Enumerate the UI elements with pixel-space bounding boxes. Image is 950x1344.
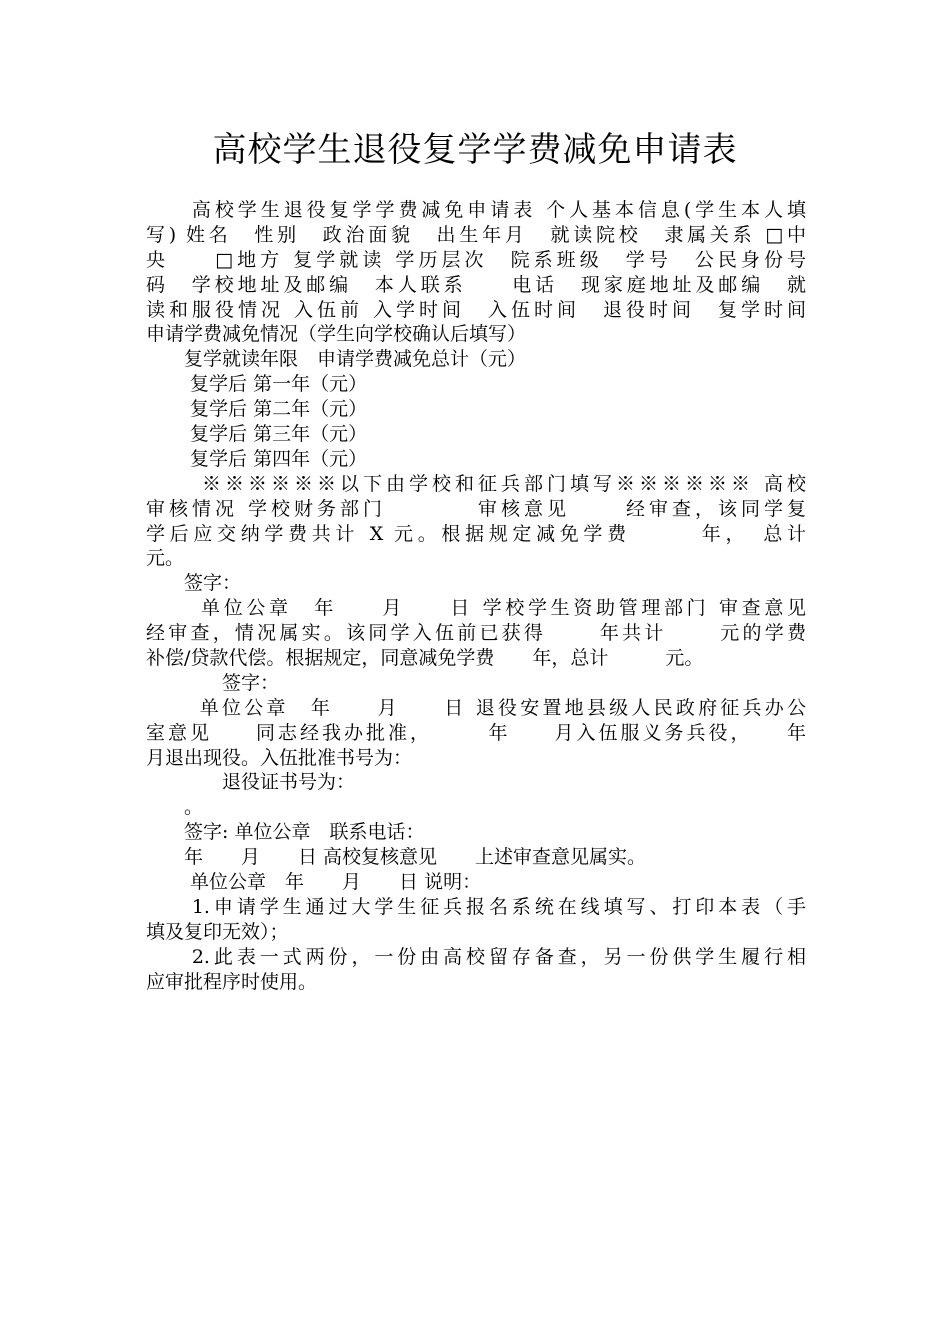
body-line: 签字: 单位公章 联系电话： [146, 821, 425, 844]
body-line: 。 [146, 796, 204, 819]
body-line: 审核情况 学校财务部门 审核意见 经审查，该同学复 [146, 497, 806, 520]
body-line: ※※※※※※以下由学校和征兵部门填写※※※※※※ 高校 [146, 472, 806, 495]
body-line: 单位公章 年 月 日 退役安置地县级人民政府征兵办公 [146, 696, 806, 719]
body-line: 复学后 第三年（元） [146, 423, 368, 446]
body-line: 退役证书号为： [146, 771, 356, 794]
body-line: 申请学费减免情况（学生向学校确认后填写） [146, 323, 527, 346]
body-line: 元。 [146, 547, 185, 570]
body-line: 补偿/贷款代偿。根据规定，同意减免学费 年，总计 元。 [146, 647, 704, 670]
body-line: 复学后 第二年（元） [146, 398, 368, 421]
body-line: 应审批程序时使用。 [146, 970, 318, 993]
body-line: 学后应交纳学费共计 X 元。根据规定减免学费 年， 总计 [146, 522, 806, 545]
body-line: 高校学生退役复学学费减免申请表 个人基本信息(学生本人填 [146, 199, 806, 221]
body-line: 单位公章 年 月 日 说明： [146, 871, 482, 894]
body-line: 复学后 第四年（元） [146, 447, 368, 470]
body-line: 室意见 同志经我办批准， 年 月入伍服义务兵役， 年 [146, 721, 806, 744]
document-body [146, 198, 806, 995]
document-title: 高校学生退役复学学费减免申请表 [212, 130, 738, 170]
body-line: 签字： [146, 572, 242, 595]
body-line: 单位公章 年 月 日 学校学生资助管理部门 审查意见 [146, 597, 806, 620]
body-line: 年 月 日 高校复核意见 上述审查意见属实。 [146, 846, 647, 869]
body-line: 经审查，情况属实。该同学入伍前已获得 年共计 元的学费 [146, 622, 806, 645]
body-line: 复学就读年限 申请学费减免总计（元） [146, 348, 527, 371]
body-line: 签字： [146, 671, 280, 694]
body-line: 读和服役情况 入伍前 入学时间 入伍时间 退役时间 复学时间 [146, 298, 806, 321]
body-line: 1.申请学生通过大学生征兵报名系统在线填写、打印本表（手 [146, 895, 806, 918]
body-line: 填及复印无效）； [146, 920, 289, 943]
body-line: 央 □地方 复学就读 学历层次 院系班级 学号 公民身份号 [146, 248, 806, 271]
body-line: 2.此表一式两份，一份由高校留存备查，另一份供学生履行相 [146, 945, 806, 968]
body-line: 月退出现役。入伍批准书号为： [146, 746, 413, 769]
body-line: 码 学校地址及邮编 本人联系 电话 现家庭地址及邮编 就 [146, 273, 806, 296]
body-line: 写) 姓名 性别 政治面貌 出生年月 就读院校 隶属关系 □中 [146, 223, 806, 246]
body-line: 复学后 第一年（元） [146, 373, 368, 396]
